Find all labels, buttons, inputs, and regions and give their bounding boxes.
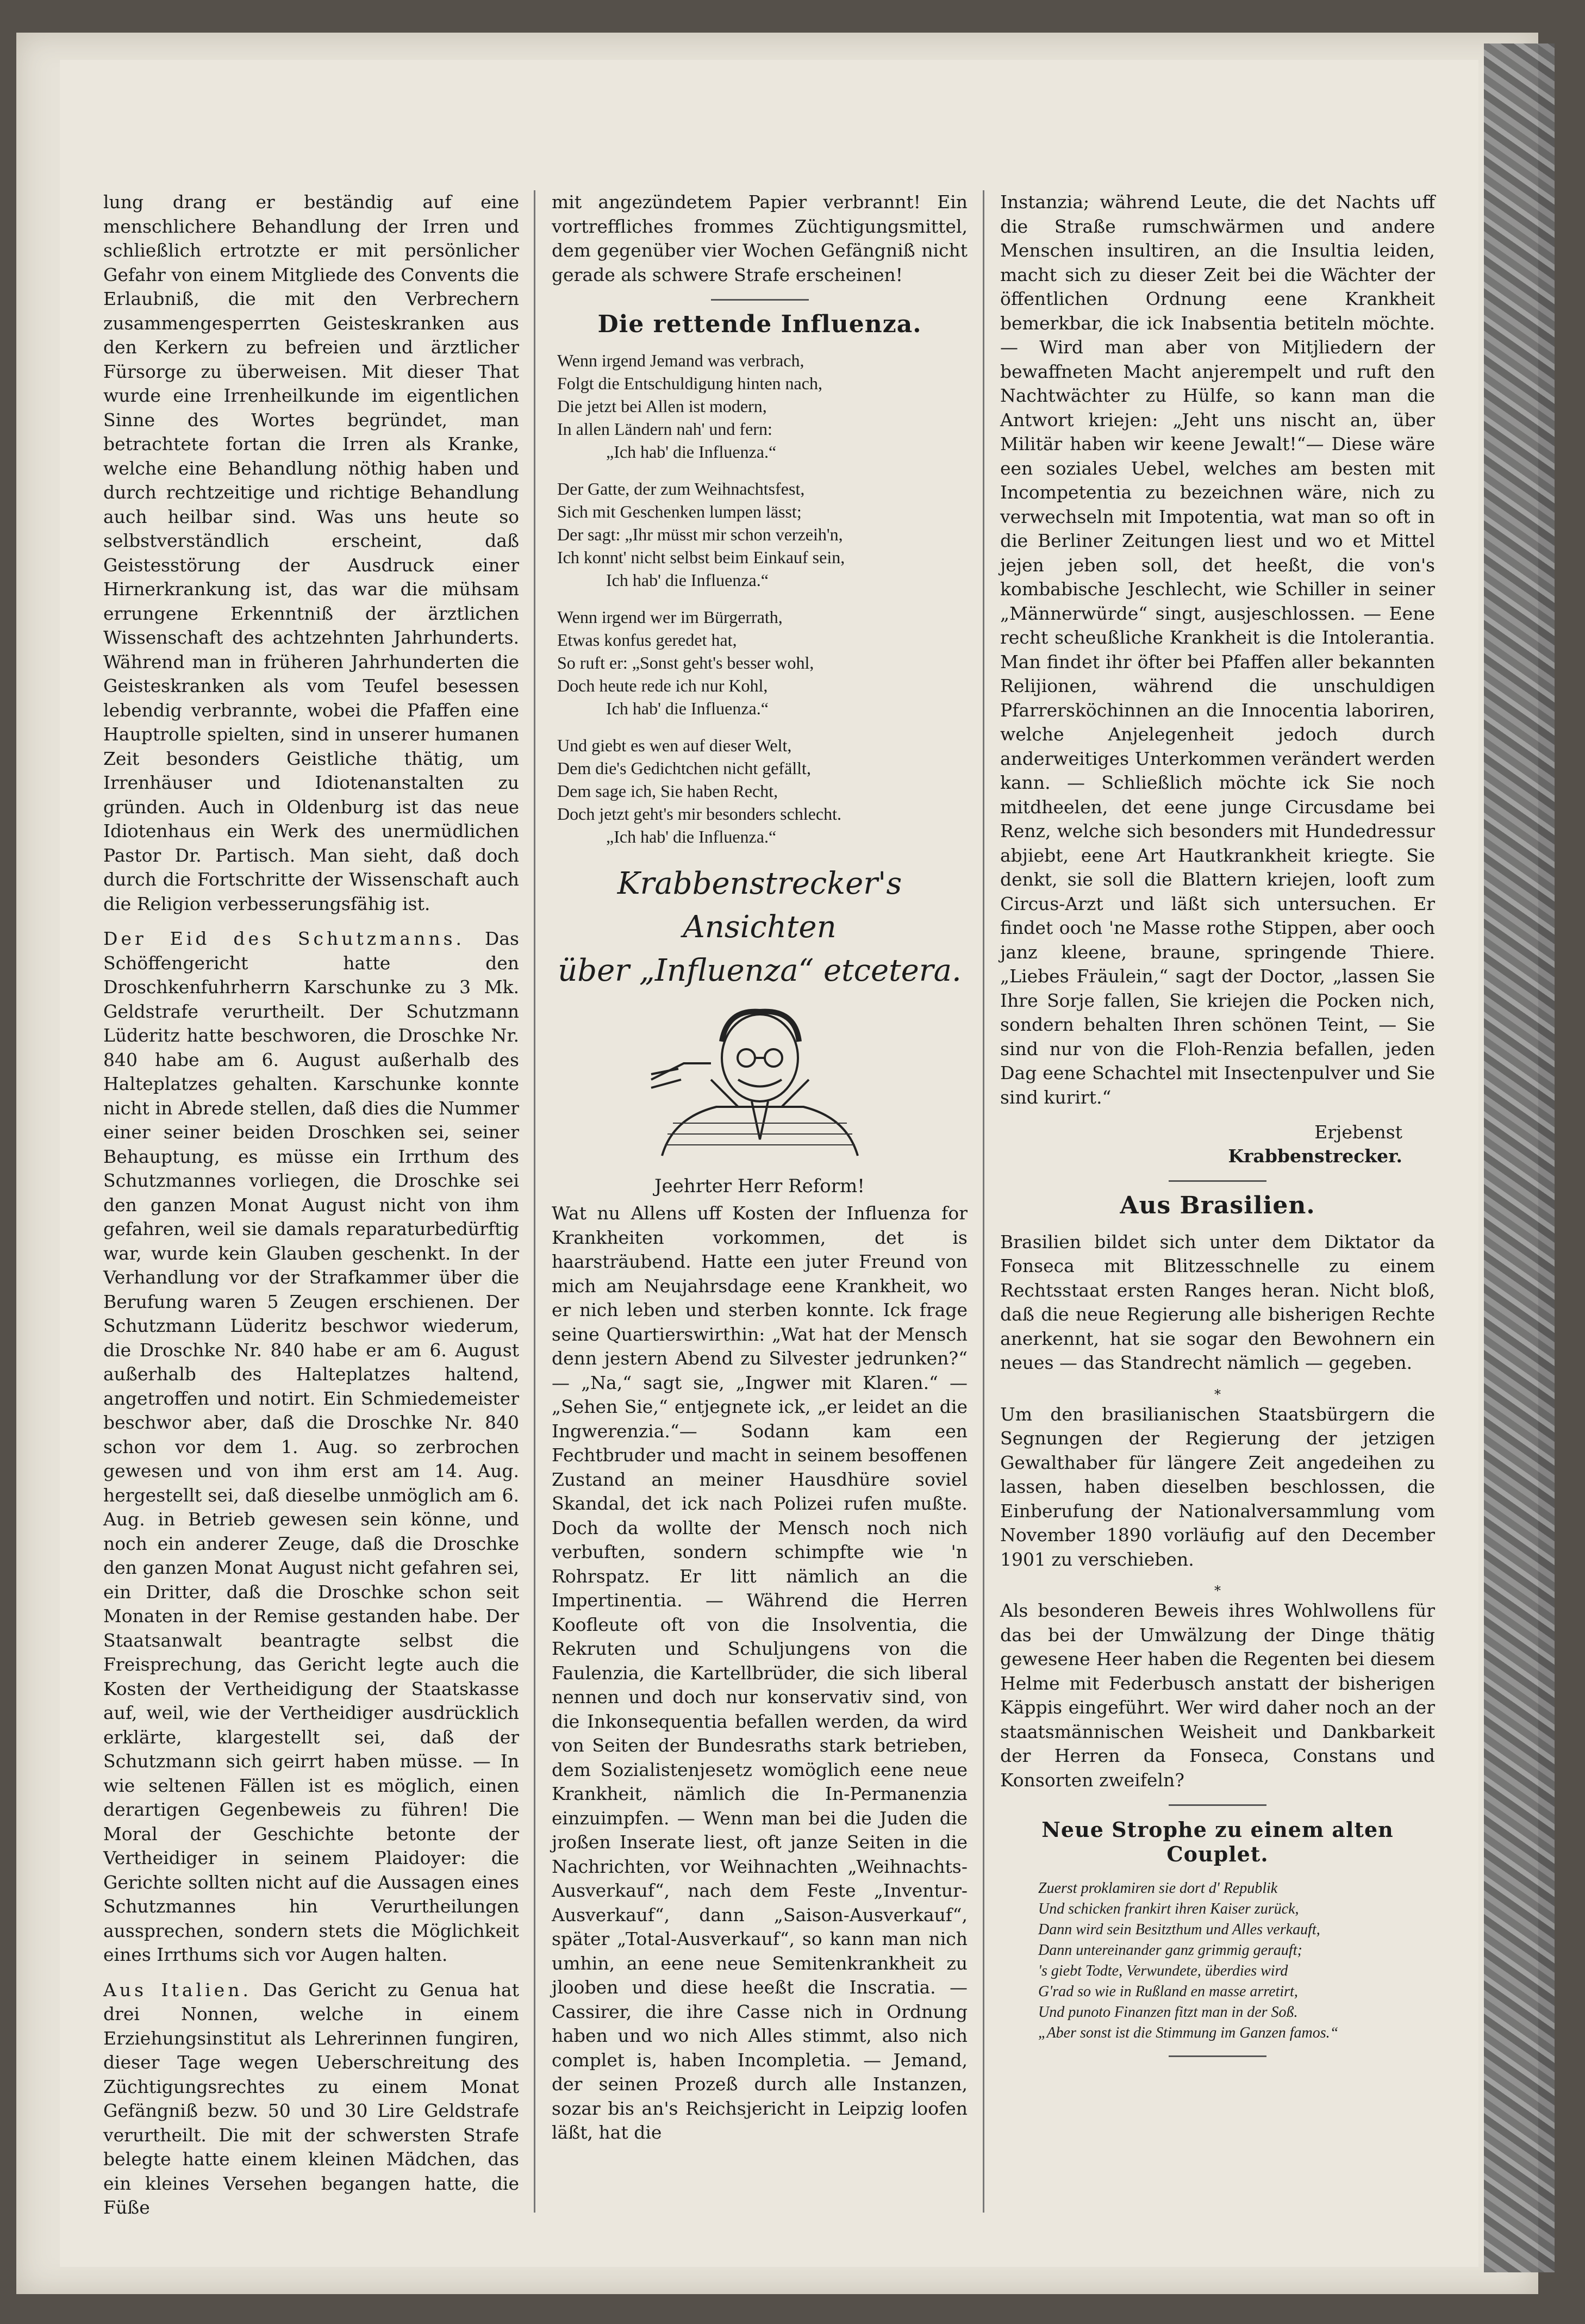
article-continuation: mit angezündetem Papier verbrannt! Ein vortreffliches frommes Züchtigungsmittel, dem gegenüber vier Wochen Gefängniß nicht gerade als schwere Strafe erscheinen! xyxy=(552,191,968,285)
caricature-drawing xyxy=(640,998,879,1167)
couplet-line: Und schicken frankirt ihren Kaiser zurück, xyxy=(1038,1901,1299,1917)
couplet-line: Und punoto Finanzen fitzt man in der Soß. xyxy=(1038,2004,1298,2021)
couplet-title: Neue Strophe zu einem alten Couplet. xyxy=(1041,1817,1394,1866)
poem-refrain: „Ich hab' die Influenza.“ xyxy=(606,826,777,846)
brazil-paragraph-2: Um den brasilianischen Staatsbürgern die Segnungen der Regierung der jetzigen Gewalthaber für längere Zeit angedeihen zu lassen, haben dieselben beschlossen, die Einberufung der Nationalversammlung vom November 1890 vorläufig auf den December 1901 zu verschieben. xyxy=(1000,1403,1435,1570)
asterisk-separator: * xyxy=(1214,1583,1221,1598)
poem-line: Der sagt: „Ihr müsst mir schon verzeih'n, xyxy=(557,524,843,544)
section-divider xyxy=(1169,2055,1266,2057)
poem-line: Folgt die Entschuldigung hinten nach, xyxy=(557,373,822,393)
poem-stanza-4 xyxy=(552,734,968,848)
couplet-line: G'rad so wie in Rußland en masse arretirt, xyxy=(1038,1983,1298,2000)
marbled-edge xyxy=(1484,43,1555,2272)
poem-refrain: Ich hab' die Influenza.“ xyxy=(606,570,769,590)
brazil-paragraph-1: Brasilien bildet sich unter dem Diktator da Fonseca mit Blitzesschnelle zu einem Rechtsstaat ersten Ranges heran. Nicht bloß, daß die neue Regierung alle bisherigen Rechte anerkennt, hat sie sogar den Bewohnern ein neues — das Standrecht nämlich — gegeben. xyxy=(1000,1231,1435,1373)
krabbenstrecker-title xyxy=(552,862,968,993)
poem-title: Die rettende Influenza. xyxy=(597,310,922,338)
article-irrenheilkunde: lung drang er beständig auf eine menschlichere Behandlung der Irren und schließlich ertrotzte er mit persönlicher Gefahr von einem Mitgliede des Convents die Erlaubniß, die mit den Verbrechern zusammengesperrten Geisteskranken aus den Kerkern zu befreien und ärztlicher Fürsorge zu überweisen. Mit dieser That wurde eine Irrenheilkunde im eigentlichen Sinne des Wortes begründet, man betrachtete fortan die Irren als Kranke, welche eine Behandlung nöthig haben und durch rechtzeitige und richtige Behandlung auch heilbar sind. Was uns heute so selbstverständlich erscheint, daß Geistesstörung der Ausdruck einer Hirnerkrankung ist, das war die mühsam errungene Erkenntniß der ärztlichen Wissenschaft des achtzehnten Jahrhunderts. Während man in früheren Jahrhunderten die Geisteskranken als vom Teufel besessen lebendig verbrannte, wobei die Pfaffen eine Hauptrolle spielten, sind in unserer humanen Zeit besonders Geistliche thätig, um Irrenhäuser und Idiotenanstalten zu gründen. Auch in Oldenburg ist das neue Idiotenhaus ein Werk des unermüdlichen Pastor Dr. Partisch. Man sieht, daß doch durch die Fortschritte der Wissenschaft auch die Religion verbesserungsfähig ist. xyxy=(103,191,519,914)
article-body: Das Gericht zu Genua hat drei Nonnen, welche in einem Erziehungsinstitut als Lehrerinnen fungiren, dieser Tage wegen Ueberschreitung des Züchtigungsrechtes zu einem Monat Gefängniß bezw. 50 und 30 Lire Geldstrafe verurtheilt. Die mit der schwersten Strafe belegte hatte einem kleinen Mädchen, das ein kleines Versehen begangen hatte, die Füße xyxy=(103,1979,519,2218)
poem-line: Wenn irgend wer im Bürgerrath, xyxy=(557,607,783,627)
poem-line: Doch jetzt geht's mir besonders schlecht. xyxy=(557,803,841,824)
section-divider xyxy=(1169,1804,1266,1806)
poem-stanza-1 xyxy=(552,349,968,463)
column-rule-1 xyxy=(534,190,535,2213)
letter-signature xyxy=(1000,1144,1435,1168)
column-3 xyxy=(1000,190,1435,2069)
section-divider xyxy=(711,299,809,301)
couplet-line: Dann untereinander ganz grimmig gerauft; xyxy=(1038,1942,1302,1959)
poem-line: Die jetzt bei Allen ist modern, xyxy=(557,396,767,416)
poem-stanza-3 xyxy=(552,606,968,720)
couplet-line: 's giebt Todte, Verwundete, überdies wird xyxy=(1038,1962,1288,1979)
couplet-verse xyxy=(1000,1878,1435,2043)
poem-line: Sich mit Geschenken lumpen lässt; xyxy=(557,501,802,521)
poem-line: Ich konnt' nicht selbst beim Einkauf sein, xyxy=(557,547,845,567)
letter-salutation: Jeehrter Herr Reform! xyxy=(654,1175,865,1197)
article-lead: Aus Italien. xyxy=(103,1979,252,2001)
poem-refrain: „Ich hab' die Influenza.“ xyxy=(606,441,777,462)
poem-refrain: Ich hab' die Influenza.“ xyxy=(606,698,769,718)
column-1 xyxy=(103,190,519,2231)
caricature-illustration xyxy=(640,998,879,1167)
poem-line: Der Gatte, der zum Weihnachtsfest, xyxy=(557,478,805,499)
poem-line: In allen Ländern nah' und fern: xyxy=(557,419,772,439)
brazil-paragraph-3: Als besonderen Beweis ihres Wohlwollens für das bei der Umwälzung der Dinge thätig gewesene Heer haben die Regenten bei diesem Helme mit Federbusch anstatt der bisherigen Käppis eingeführt. Wer wird daher noch an der staatsmännischen Weisheit und Dankbarkeit der Herren da Fonseca, Constans und Konsorten zweifeln? xyxy=(1000,1600,1435,1791)
article-body: Das Schöffengericht hatte den Droschkenfuhrherrn Karschunke zu 3 Mk. Geldstrafe verurtheilt. Der Schutzmann Lüderitz hatte beschworen, die Droschke Nr. 840 habe am 6. August außerhalb des Halteplatzes gehalten. Karschunke konnte nicht in Abrede stellen, daß dies die Nummer einer seiner beiden Droschken sei, seiner Behauptung, es müsse ein Irrthum des Schutzmannes vorliegen, die Droschke sei den ganzen Monat August nicht von ihm gefahren, weil sie damals reparaturbedürftig war, wurde kein Glauben geschenkt. In der Verhandlung vor der Strafkammer über die Berufung waren 5 Zeugen erschienen. Der Schutzmann Lüderitz beschwor wiederum, die Droschke Nr. 840 habe er am 6. August außerhalb des Halteplatzes haltend, angetroffen und notirt. Ein Schmiedemeister beschwor aber, daß die Droschke Nr. 840 schon vor dem 1. Aug. so zerbrochen gewesen und von ihm erst am 14. Aug. hergestellt sei, daß dieselbe unmöglich am 6. Aug. in Betrieb gewesen sein könne, und noch ein anderer Zeuge, daß die Droschke den ganzen Monat August nicht gefahren sei, ein Dritter, daß die Droschke schon seit Monaten in der Remise gestanden habe. Der Staatsanwalt beantragte selbst die Freisprechung, das Gericht legte auch die Kosten der Vertheidigung der Staatskasse auf, weil, wie der Vertheidiger ausdrücklich erklärte, klargestellt sei, daß der Schutzmann sich geirrt haben müsse. — In wie seltenen Fällen ist es möglich, einen derartigen Gegenbeweis zu führen! Die Moral der Geschichte betonte der Vertheidiger in seinem Plaidoyer: die Gerichte sollten nicht auf die Aussagen eines Schutzmannes hin Verurtheilungen aussprechen, sondern stets die Möglichkeit eines Irrthums sich vor Augen halten. xyxy=(103,928,519,1965)
brazil-title: Aus Brasilien. xyxy=(1120,1192,1315,1219)
couplet-line: Dann wird sein Besitzthum und Alles verkauft, xyxy=(1038,1921,1320,1938)
title-line-1: Krabbenstrecker's Ansichten xyxy=(617,865,902,945)
poem-line: Dem sage ich, Sie haben Recht, xyxy=(557,781,778,801)
section-divider xyxy=(1169,1180,1266,1182)
poem-line: Etwas konfus geredet hat, xyxy=(557,630,737,650)
poem-stanza-2 xyxy=(552,477,968,591)
couplet-line: „Aber sonst ist die Stimmung im Ganzen famos.“ xyxy=(1038,2024,1339,2041)
column-rule-2 xyxy=(983,190,984,2213)
poem-line: Wenn irgend Jemand was verbrach, xyxy=(557,350,804,370)
poem-line: So ruft er: „Sonst geht's besser wohl, xyxy=(557,652,814,672)
poem-line: Dem die's Gedichtchen nicht gefällt, xyxy=(557,758,811,778)
letter-body: Wat nu Allens uff Kosten der Influenza for Krankheiten vorkommen, det is haarsträubend. Hatte een juter Freund von mich am Neujahrsdage eene Krankheit, wo er nich leben und sterben konnte. Ick frage seine Quartierswirthin: „Wat hat der Mensch denn jestern Abend zu Silvester jedrunken?“ — „Na,“ sagt sie, „Ingwer mit Klaren.“ — „Sehen Sie,“ entjegnete ick, „er leidet an die Ingwerenzia.“— Sodann kam een Fechtbruder und macht in seinem besoffenen Zustand an meiner Hausdhüre soviel Skandal, det ick nach Polizei rufen mußte. Doch da wollte der Mensch noch nich verbuften, sondern schimpfte wie 'n Rohrspatz. Er litt nämlich an die Impertinentia. — Während die Herren Koofleute oft von die Insolventia, die Rekruten und Schuljungens von die Faulenzia, die Kartellbrüder, die sich liberal nennen und doch nur konservativ sind, von die Inkonsequentia befallen werden, da wird von Seiten der Bundesraths stark betrieben, dem Sozialistenjesetz womöglich eene neue Krankheit, nämlich die In-Permanenzia einzuimpfen. — Wenn man bei die Juden die jroßen Inserate liest, oft janze Seiten in die Nachrichten, vor Weihnachten „Weihnachts-Ausverkauf“, nach dem Feste „Inventur-Ausverkauf“, dann „Saison-Ausverkauf“, später „Total-Ausverkauf“, so kann man nich umhin, an eene neue Semitenkrankheit zu jlooben und diese heeßt die Inscratia. — Cassirer, die ihre Casse nich in Ordnung haben und wo nich Alles stimmt, also nich complet is, haben Incompletia. — Jemand, der seinen Prozeß durch alle Instanzen, sozar bis an's Reichsjericht in Leipzig loofen läßt, hat die xyxy=(552,1203,968,2143)
letter-continuation: Instanzia; während Leute, die det Nachts uff die Straße rumschwärmen und andere Menschen insultiren, an die Insultia leiden, macht sich zu dieser Zeit bei die Wächter der öffentlichen Ordnung eene Krankheit bemerkbar, die ick Inabsentia betiteln möchte. — Wird man aber von Mitjliedern der bewaffneten Macht anjerempelt und ruft den Nachtwächter zu Hülfe, so kann man die Antwort kriejen: „Jeht uns nischt an, über Militär haben wir keene Jewalt!“— Diese wäre een soziales Uebel, welches am besten mit Incompetentia zu bezeichnen wäre, nich zu verwechseln mit Impotentia, wat man so oft in die Berliner Zeitungen liest und wo et Mittel jejen jeben soll, det heeßt, die von's kombabische Jeschlecht, wie Schiller in seiner „Männerwürde“ singt, ausjeschlossen. — Eene recht scheußliche Krankheit is die Intolerantia. Man findet ihr öfter bei Pfaffen aller bekannten Relijionen, während die unschuldigen Pfarrersköchinnen an die Innocentia laboriren, welche Anjelegenheit jedoch durch anderweitiges Unterkommen verändert werden kann. — Schließlich möchte ick Sie noch mitdheelen, det eene junge Circusdame bei Renz, welche sich besonders mit Hundedressur abjiebt, eene Art Hautkrankheit kriegte. Sie denkt, sie soll die Blattern kriejen, looft zum Circus-Arzt und läßt sich untersuchen. Er findet ooch 'ne Masse rothe Stippen, aber ooch janz kleene, braune, springende Thiere. „Liebes Fräulein,“ sagt der Doctor, „lassen Sie Ihre Sorje fallen, Sie kriejen die Pocken nich, sondern behalten Ihren schönen Teint, — Sie sind nur von die Floh-Renzia befallen, jeden Dag eene Schachtel mit Insectenpulver und Sie sind kurirt.“ xyxy=(1000,191,1435,1108)
article-eid-des-schutzmanns xyxy=(103,927,519,1967)
signature-name: Krabbenstrecker. xyxy=(1228,1145,1402,1167)
couplet-line: Zuerst proklamiren sie dort d' Republik xyxy=(1038,1880,1278,1897)
poem-line: Und giebt es wen auf dieser Welt, xyxy=(557,735,792,755)
column-2 xyxy=(552,190,968,2156)
letter-closing: Erjebenst xyxy=(1314,1121,1402,1143)
poem-line: Doch heute rede ich nur Kohl, xyxy=(557,675,768,695)
newspaper-page xyxy=(60,60,1478,2267)
article-aus-italien xyxy=(103,1978,519,2220)
title-line-2: über „Influenza“ etcetera. xyxy=(558,952,962,988)
asterisk-separator: * xyxy=(1214,1386,1221,1402)
article-lead: Der Eid des Schutzmanns. xyxy=(103,928,465,949)
